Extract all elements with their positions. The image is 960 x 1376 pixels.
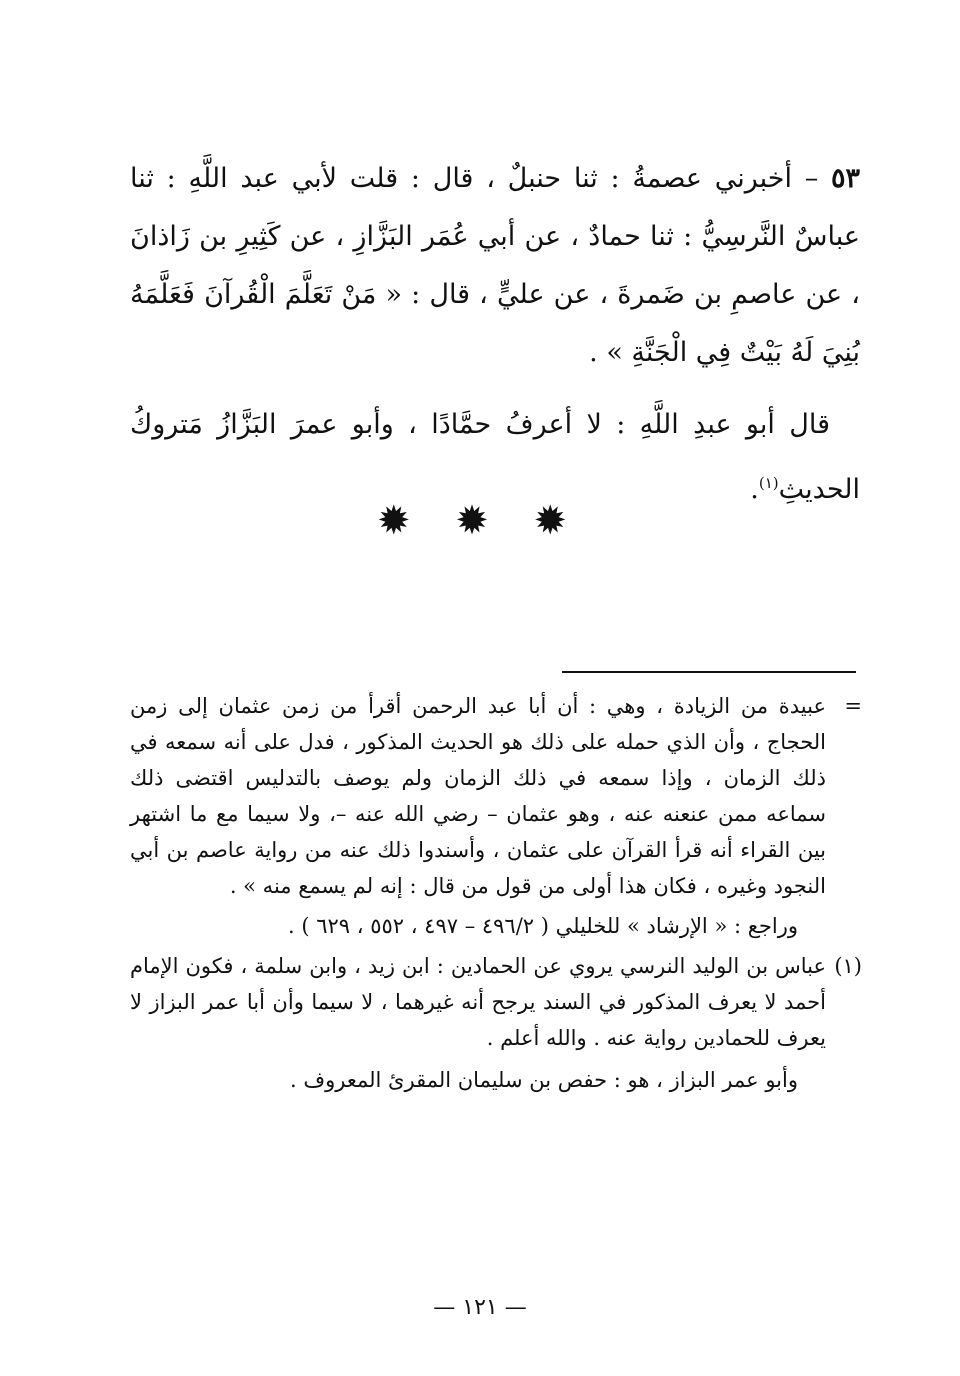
footnote-1-text: عباس بن الوليد النرسي يروي عن الحمادين : ابن زيد ، وابن سلمة ، فكون الإمام أحمد لا يعرف المذكور في السند يرجح أنه غيرهما ، لا سيما وأن أبا عمر البزاز لا يعرف للحمادين رواية عنه . والله أعلم . (130, 954, 826, 1050)
footnote-1-last-line: وأبو عمر البزاز ، هو : حفص بن سليمان المقرئ المعروف . (290, 1068, 798, 1092)
commentary-end: . (750, 474, 759, 505)
continuation-text: عبيدة من الزيادة ، وهي : أن أبا عبد الرحمن أقرأ من زمن عثمان إلى زمن الحجاج ، وأن الذي حمله على ذلك هو الحديث المذكور ، فدل على أنه سمعه في ذلك الزمان ، وإذا سمعه في ذلك الزمان ولم يوصف بالتدليس اقتضى ذلك سماعه ممن عنعنه عنه ، وهو عثمان – رضي الله عنه –، ولا سيما مع ما اشتهر بين القراء أنه قرأ القرآن على عثمان ، وأسندوا ذلك عنه من رواية عاصم بن أبي النجود وغيره ، فكان هذا أولى من قول من قال : إنه لم يسمع منه » . (130, 694, 827, 898)
footnote-separator (562, 671, 856, 673)
continuation-mark: = (844, 694, 862, 718)
section-divider-stars: ✹ ✹ ✹ (377, 498, 583, 544)
footnote-1-marker: (١) (834, 954, 862, 978)
hadith-number: ٥٣ (830, 163, 860, 194)
main-text (130, 150, 860, 519)
footnote-1 (130, 948, 862, 1098)
commentary-text: قال أبو عبدِ اللَّهِ : لا أعرفُ حمَّادًا ، وأبو عمرَ البَزَّازُ مَتروكُ الحديثِ (130, 409, 860, 505)
footnote-reference: (١) (758, 474, 779, 492)
reference-text: وراجع : « الإرشاد » للخليلي ( ٤٩٦/٢ – ٤٩٧ ، ٥٥٢ ، ٦٢٩ ) . (287, 914, 798, 938)
hadith-paragraph (130, 150, 860, 382)
footnote-continuation (130, 688, 862, 944)
hadith-text: – أخبرني عصمةُ : ثنا حنبلٌ ، قال : قلت لأبي عبد اللَّهِ : ثنا عباسٌ النَّرسِيُّ : ثنا حمادٌ ، عن أبي عُمَر البَزَّازِ ، عن كَثِيرِ بن زَاذانَ ، عن عاصمِ بن ضَمرةَ ، عن عليٍّ ، قال : « مَنْ تَعَلَّمَ الْقُرآنَ فَعَلَّمَهُ بُنِيَ لَهُ بَيْتٌ فِي الْجَنَّةِ » . (130, 163, 860, 368)
footnotes (130, 688, 862, 1098)
page-number: — ١٢١ — (433, 1295, 527, 1320)
